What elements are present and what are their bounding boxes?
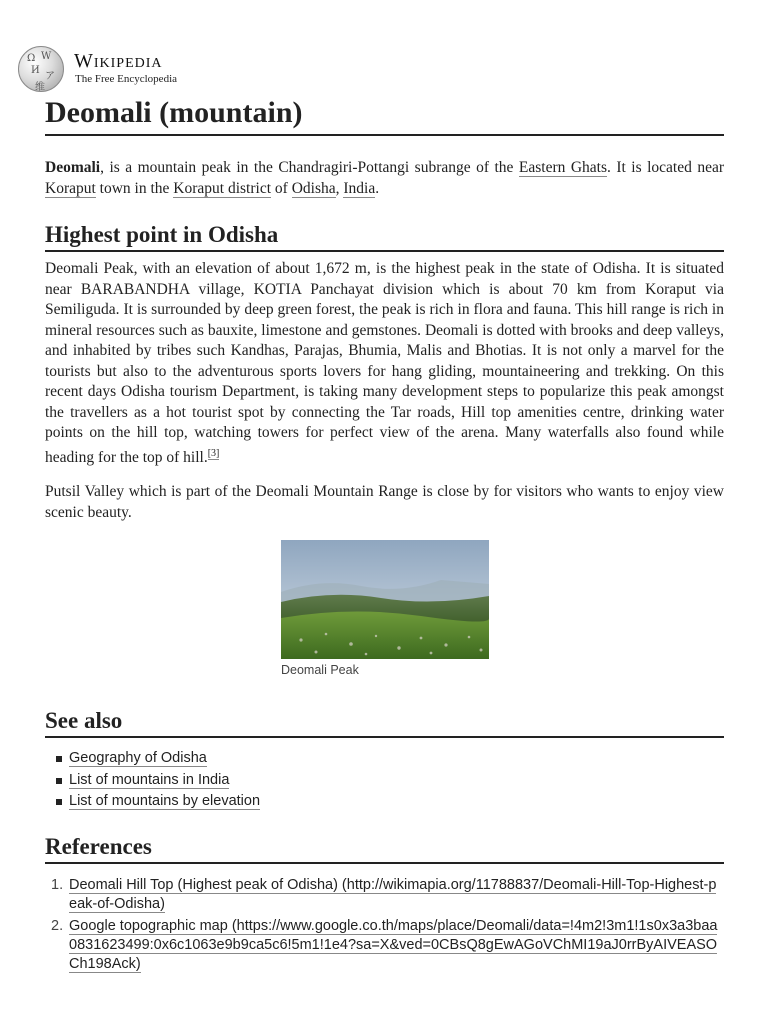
section-paragraph — [45, 259, 724, 468]
see-also-link-mountains-elevation[interactable]: List of mountains by elevation — [69, 793, 261, 809]
reference-number: 1. — [51, 877, 64, 893]
wikipedia-logo[interactable] — [18, 46, 258, 92]
intro-paragraph — [45, 158, 724, 199]
intro-text: of — [271, 179, 292, 197]
see-also-link-mountains-india[interactable]: List of mountains in India — [69, 771, 230, 788]
intro-bold-term: Deomali — [45, 159, 101, 176]
link-koraput[interactable]: Koraput — [45, 179, 96, 197]
intro-text: , is a mountain peak in the Chandragiri-Pottangi subrange of the — [100, 159, 519, 176]
deomali-peak-photo[interactable] — [281, 540, 489, 659]
section-paragraph-text: Deomali Peak, with an elevation of about 1,672 m, is the highest peak in the state of Odisha. It is situated near BARABANDHA village, KOTIA Panchayat division which is about 70 km from Koraput via Semiliguda. It is surrounded by deep green forest, the peak is rich in flora and fauna. This hill range is rich in mineral resources such as bauxite, limestone and gemstones. Deomali is dotted with brooks and deep valleys, and inhabited by tribes such Kandhas, Parajas, Bhumia, Malis and Bhotias. It is not only a marvel for the tourists but also to the adventurous sports lovers for hang gliding, mountaineering and trekking. On this recent days Odisha tourism Department, is taking many development steps to popularize this peak amongst the travellers as a hot tourist spot by connecting the Tar roads, Hill top amenities centre, drinking water points on the hill top, watching towers for perfect view of the arena. Many waterfalls also found while heading for the top of hill. — [45, 260, 724, 466]
figure-caption: Deomali Peak — [281, 663, 359, 677]
references-list — [45, 876, 724, 977]
reference-link[interactable] — [69, 877, 716, 913]
link-eastern-ghats[interactable]: Eastern Ghats — [518, 159, 608, 176]
intro-text: . — [375, 179, 380, 197]
bullet-icon — [56, 799, 62, 805]
landscape-image — [281, 540, 489, 659]
bullet-icon — [56, 756, 62, 762]
reference-item — [45, 917, 724, 974]
citation-ref[interactable] — [208, 448, 220, 460]
section-heading-highest-point: Highest point in Odisha — [45, 220, 724, 252]
reference-link[interactable] — [69, 918, 717, 973]
reference-text: Google topographic map (https://www.google.co.th/maps/place/Deomali/data=!4m2!3m1!1s0x3a3baa0831623499:0x6c1063e9b9ca5c6!5m1!1e4?sa=X&ved=0CBsQ8gEwAGoVChMI19aJ0rrByAIVEASOCh198Ack) — [69, 918, 718, 972]
reference-item — [45, 876, 724, 914]
wikipedia-wordmark: Wikipedia — [74, 50, 163, 72]
section-paragraph-2: Putsil Valley which is part of the Deomali Mountain Range is close by for visitors who wants to enjoy view scenic beauty. — [45, 483, 724, 521]
page-title: Deomali (mountain) — [45, 94, 724, 136]
wikipedia-tagline: The Free Encyclopedia — [75, 73, 178, 85]
reference-text: Deomali Hill Top (Highest peak of Odisha) (http://wikimapia.org/11788837/Deomali-Hill-Top-Highest-peak-of-Odisha) — [69, 877, 717, 912]
section-heading-see-also: See also — [45, 706, 724, 738]
section-heading-references: References — [45, 832, 724, 864]
link-koraput-district[interactable]: Koraput district — [173, 179, 272, 197]
citation-link[interactable]: [3] — [207, 447, 220, 459]
wikipedia-globe-icon: Ω W И ア 维 — [18, 46, 64, 92]
reference-number: 2. — [51, 918, 64, 934]
figure-deomali-peak — [281, 540, 489, 677]
intro-text: town in the — [95, 179, 174, 197]
see-also-list — [45, 748, 260, 813]
intro-text: . It is located near — [607, 159, 725, 176]
list-item — [45, 770, 260, 792]
bullet-icon — [56, 778, 62, 784]
see-also-link-geography[interactable]: Geography of Odisha — [69, 750, 207, 766]
link-odisha[interactable]: Odisha — [291, 179, 336, 197]
link-india[interactable]: India — [343, 179, 376, 197]
list-item — [45, 791, 260, 813]
list-item — [45, 748, 260, 770]
intro-text: , — [335, 179, 344, 197]
